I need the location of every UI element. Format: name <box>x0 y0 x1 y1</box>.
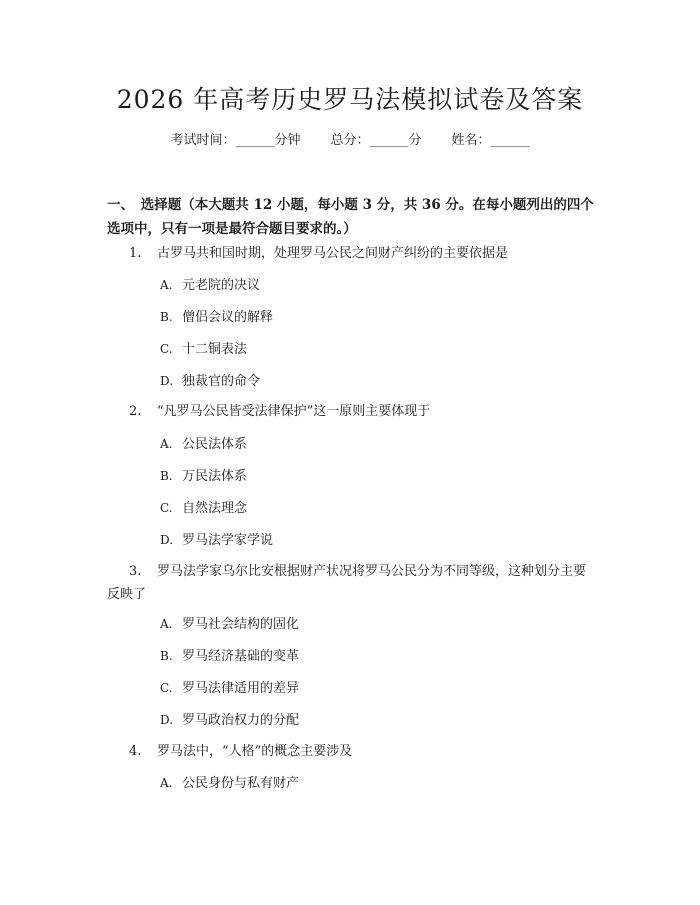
exam-time: 考试时间：______分钟 <box>170 133 301 148</box>
question-3 <box>107 560 597 606</box>
page-title: 2026 年高考历史罗马法模拟试卷及答案 <box>116 85 584 114</box>
question-1-option-b <box>160 307 273 328</box>
question-text: 罗马法学家乌尔比安根据财产状况将罗马公民分为不同等级，这种划分主要反映了 <box>107 564 587 602</box>
question-number: 3. <box>129 564 142 579</box>
question-number: 1. <box>129 246 142 261</box>
question-number: 2. <box>129 404 142 419</box>
option-text: 万民法体系 <box>182 469 248 484</box>
option-text: 公民法体系 <box>182 437 248 452</box>
option-letter: C. <box>160 342 173 356</box>
option-text: 僧侣会议的解释 <box>182 310 274 325</box>
question-4-option-a <box>160 773 299 794</box>
question-1-option-d <box>160 371 260 392</box>
question-text: 古罗马共和国时期，处理罗马公民之间财产纠纷的主要依据是 <box>157 246 509 261</box>
option-letter: B. <box>160 649 173 663</box>
option-letter: C. <box>160 681 173 695</box>
question-1-option-a <box>160 275 260 296</box>
option-text: 独裁官的命令 <box>182 374 261 389</box>
option-text: 罗马法学家学说 <box>182 533 274 548</box>
option-letter: D. <box>160 713 174 727</box>
question-2-option-a <box>160 434 247 455</box>
option-text: 罗马社会结构的固化 <box>182 617 300 632</box>
question-number: 4. <box>129 744 142 759</box>
option-text: 公民身份与私有财产 <box>182 776 300 791</box>
exam-name: 姓名：______ <box>451 133 530 148</box>
option-text: 十二铜表法 <box>182 342 248 357</box>
question-3-option-b <box>160 646 299 667</box>
option-text: 罗马法律适用的差异 <box>182 681 300 696</box>
question-3-option-d <box>160 710 299 731</box>
option-letter: A. <box>160 776 173 790</box>
question-text: 罗马法中，“人格”的概念主要涉及 <box>157 744 353 759</box>
question-2 <box>107 400 597 423</box>
exam-score: 总分：______分 <box>330 133 422 148</box>
option-letter: B. <box>160 469 173 483</box>
exam-meta <box>0 132 700 150</box>
option-text: 罗马经济基础的变革 <box>182 649 300 664</box>
question-text: “凡罗马公民皆受法律保护”这一原则主要体现于 <box>157 404 431 419</box>
option-letter: A. <box>160 437 173 451</box>
question-1-option-c <box>160 339 247 360</box>
option-text: 罗马政治权力的分配 <box>182 713 300 728</box>
option-text: 自然法理念 <box>182 501 248 516</box>
question-1 <box>107 242 597 265</box>
section-heading: 一、 选择题（本大题共 12 小题，每小题 3 分，共 36 分。在每小题列出的四个选项中，只有一项是最符合题目要求的。） <box>107 197 594 237</box>
option-letter: B. <box>160 310 173 324</box>
option-letter: A. <box>160 617 173 631</box>
question-2-option-d <box>160 530 273 551</box>
question-3-option-c <box>160 678 299 699</box>
option-letter: D. <box>160 533 174 547</box>
question-3-option-a <box>160 614 299 635</box>
option-text: 元老院的决议 <box>182 278 261 293</box>
option-letter: D. <box>160 374 174 388</box>
question-4 <box>107 740 597 763</box>
option-letter: C. <box>160 501 173 515</box>
option-letter: A. <box>160 278 173 292</box>
question-2-option-b <box>160 466 247 487</box>
question-2-option-c <box>160 498 247 519</box>
